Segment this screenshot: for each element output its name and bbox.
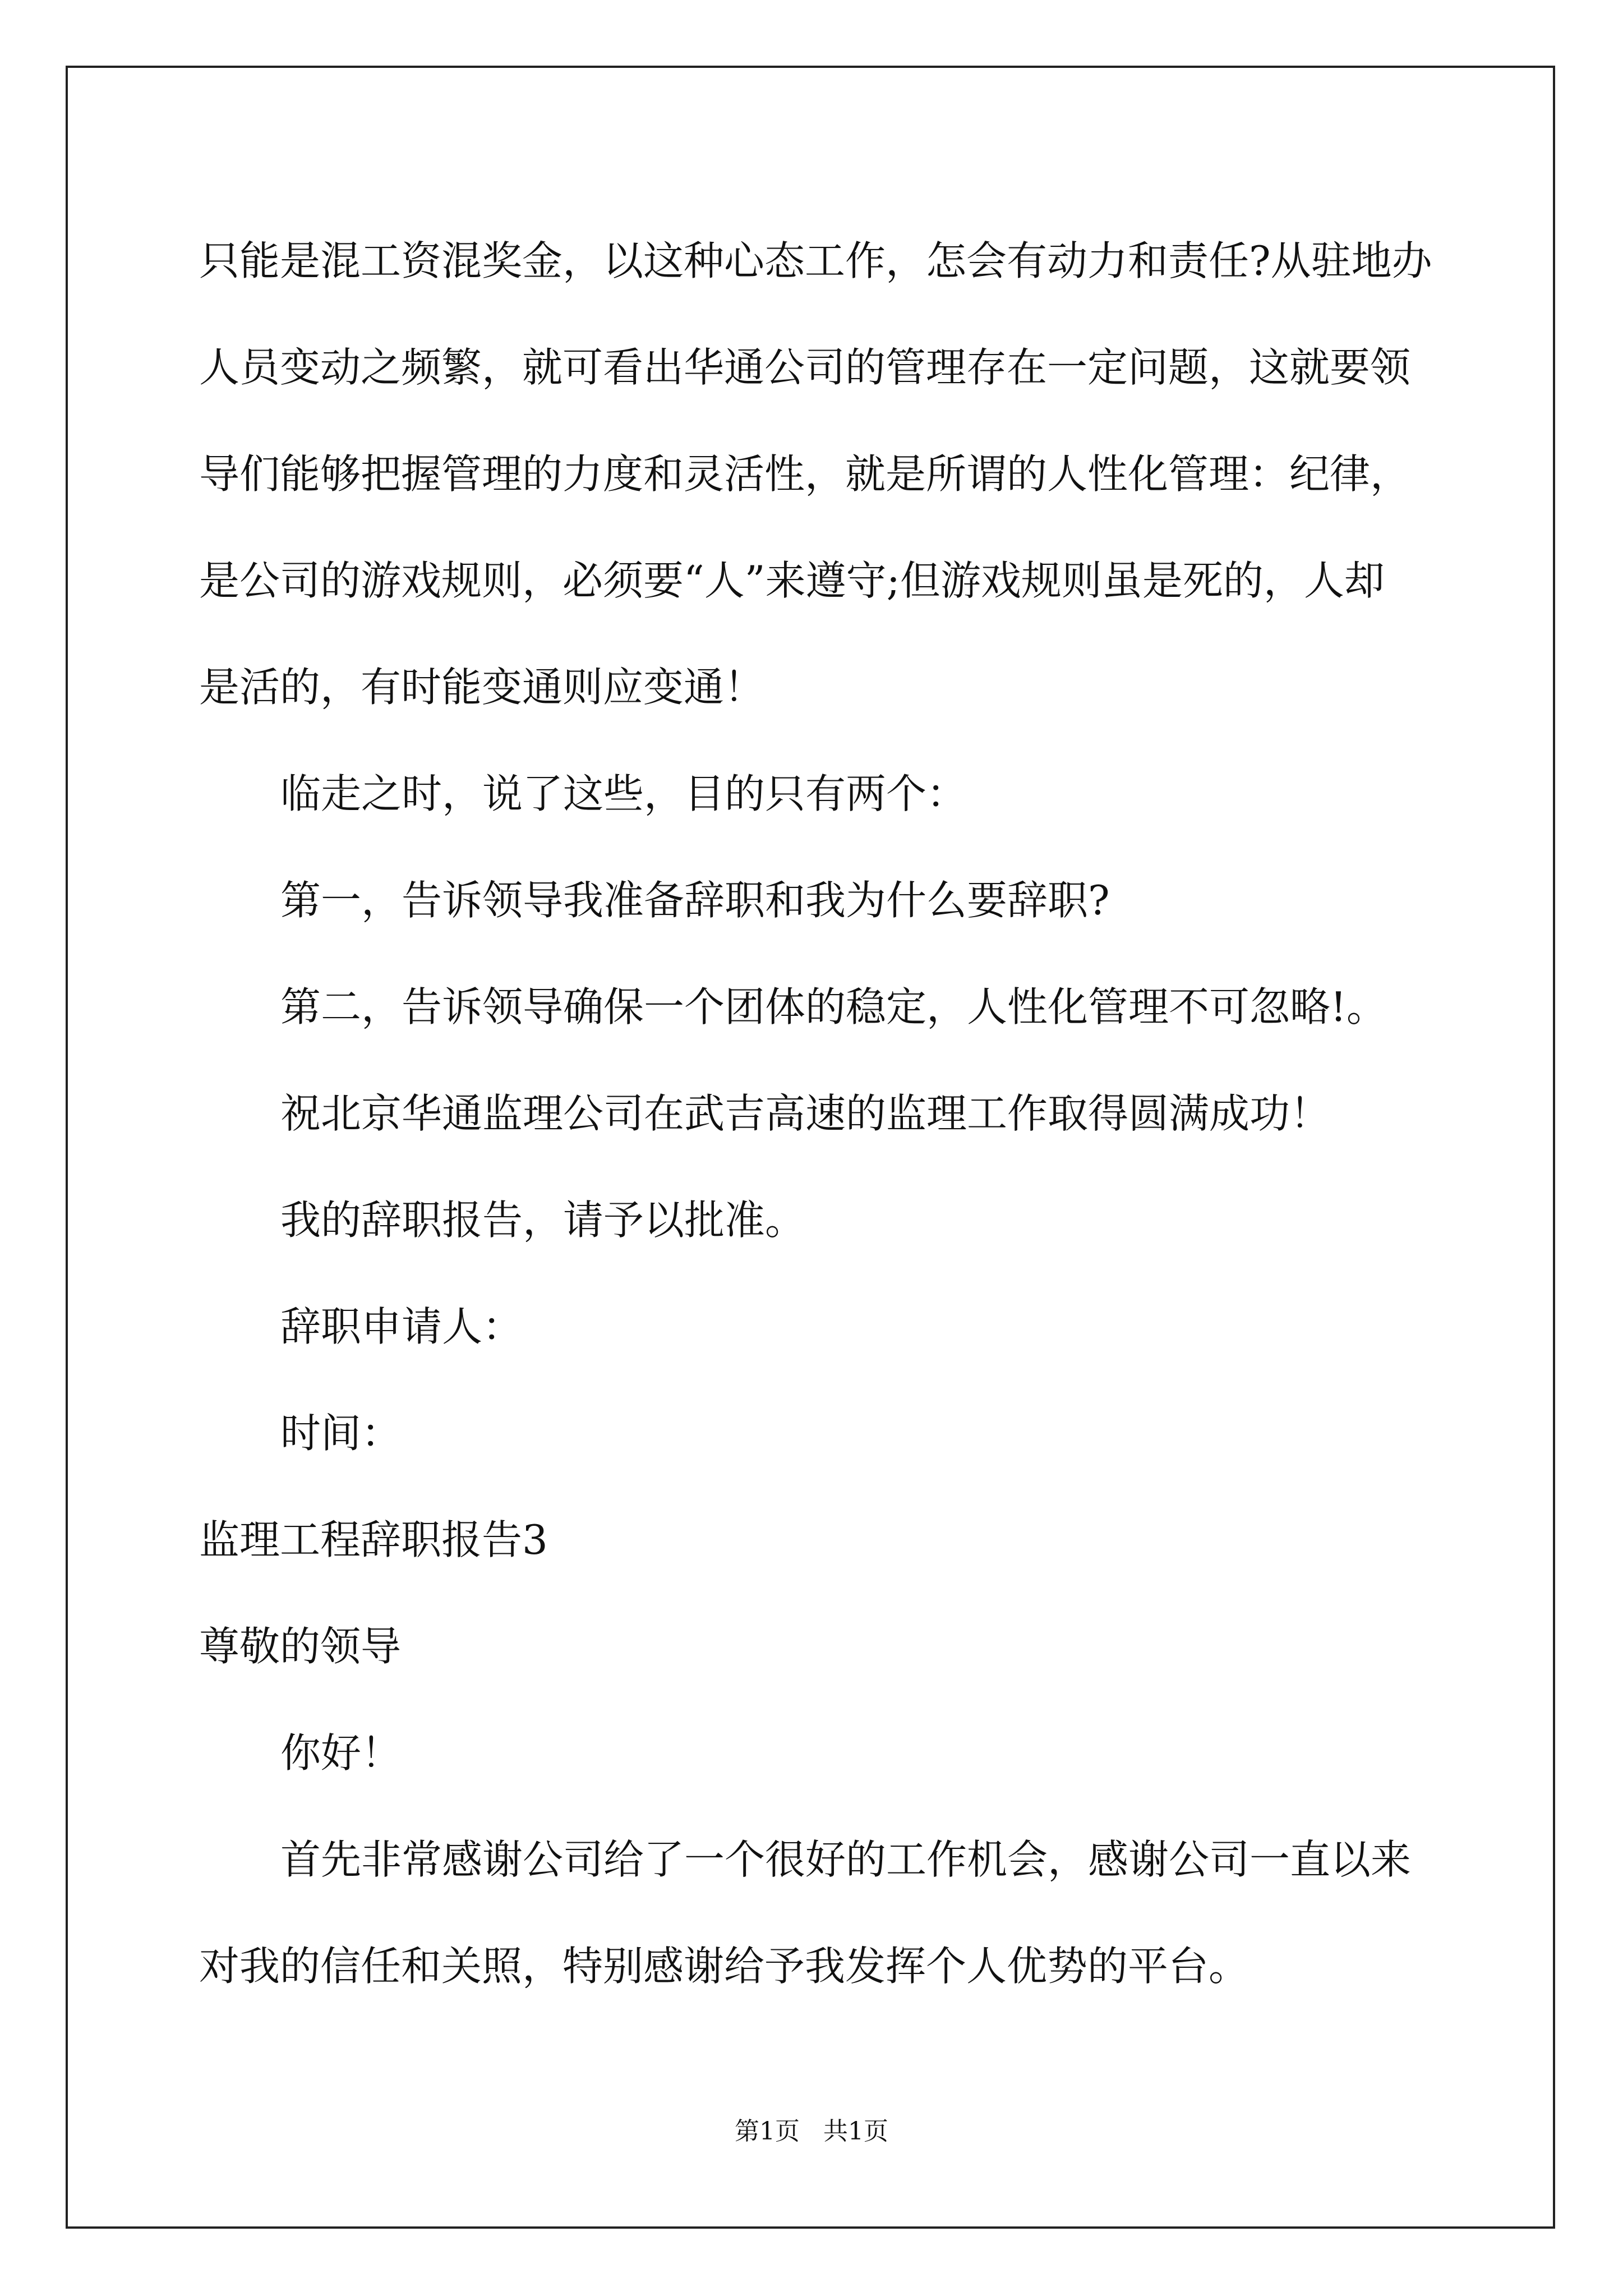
- text-line-3: 导们能够把握管理的力度和灵活性，就是所谓的人性化管理：纪律，: [199, 450, 1411, 498]
- text-line-5: 是活的，有时能变通则应变通！: [199, 664, 765, 711]
- text-line-10: 我的辞职报告，请予以批准。: [280, 1197, 806, 1244]
- text-line-16: 首先非常感谢公司给了一个很好的工作机会，感谢公司一直以来: [280, 1836, 1412, 1883]
- text-line-6: 临走之时，说了这些，目的只有两个：: [280, 770, 967, 817]
- text-line-2: 人员变动之频繁，就可看出华通公司的管理存在一定问题，这就要领: [199, 344, 1411, 391]
- section-heading: 监理工程辞职报告3: [199, 1516, 548, 1563]
- text-line-1: 只能是混工资混奖金，以这种心态工作，怎会有动力和责任?从驻地办: [199, 237, 1432, 284]
- salutation: 尊敬的领导: [199, 1623, 402, 1670]
- text-line-4: 是公司的游戏规则，必须要“人”来遵守;但游戏规则虽是死的，人却: [199, 557, 1385, 604]
- date-label: 时间：: [280, 1410, 402, 1457]
- signature-label: 辞职申请人：: [280, 1303, 523, 1350]
- text-line-9: 祝北京华通监理公司在武吉高速的监理工作取得圆满成功！: [280, 1090, 1331, 1137]
- text-line-8: 第二，告诉领导确保一个团体的稳定，人性化管理不可忽略!。: [280, 983, 1387, 1030]
- document-body: [199, 208, 1433, 2019]
- page-footer: 第1页 共1页: [735, 2117, 888, 2146]
- greeting: 你好！: [280, 1729, 402, 1777]
- text-line-7: 第一，告诉领导我准备辞职和我为什么要辞职?: [280, 877, 1110, 924]
- text-line-17: 对我的信任和关照，特别感谢给予我发挥个人优势的平台。: [199, 1943, 1249, 1990]
